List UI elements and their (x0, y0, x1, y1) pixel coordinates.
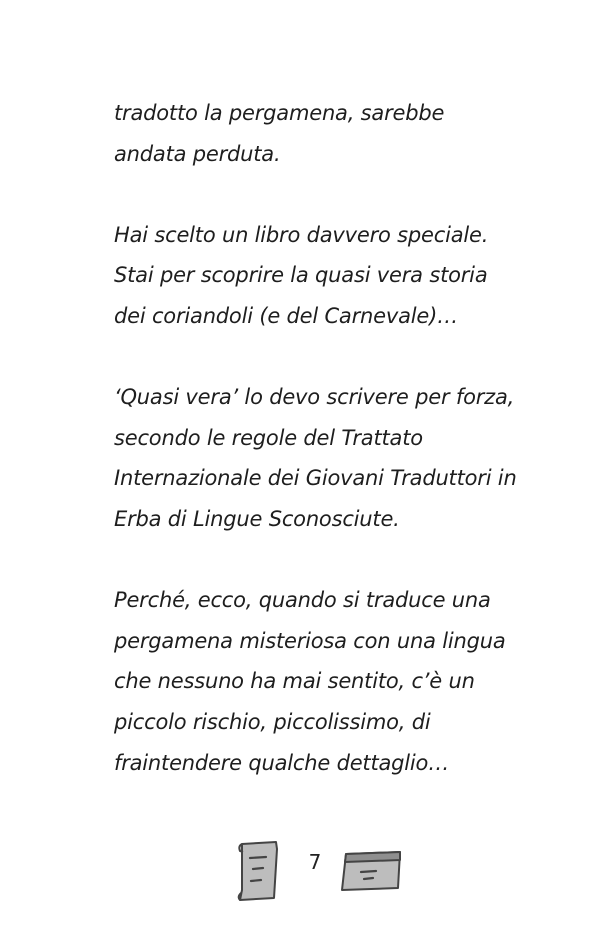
text-line: secondo le regole del Trattato (114, 425, 423, 450)
paragraph (114, 93, 554, 174)
text-line: dei coriandoli (e del Carnevale)… (114, 303, 458, 328)
text-line: Perché, ecco, quando si traduce una (114, 588, 491, 613)
text-line: piccolo rischio, piccolissimo, di (114, 709, 431, 734)
text-line: Stai per scoprire la quasi vera storia (114, 263, 488, 288)
text-line: Internazionale dei Giovani Traduttori in (114, 466, 517, 491)
page-footer (0, 838, 605, 908)
text-line: Erba di Lingue Sconosciute. (114, 506, 400, 531)
paragraph (114, 580, 554, 783)
body-text (114, 93, 554, 783)
text-line: tradotto la pergamena, sarebbe (114, 101, 445, 125)
text-line: pergamena misteriosa con una lingua (114, 628, 506, 653)
paragraph (114, 215, 554, 337)
text-line: fraintendere qualche dettaglio… (114, 750, 450, 775)
paragraph (114, 377, 554, 539)
text-line: andata perduta. (114, 141, 281, 166)
text-line: che nessuno ha mai sentito, c’è un (114, 669, 475, 694)
text-line: Hai scelto un libro davvero speciale. (114, 222, 489, 247)
text-line: ‘Quasi vera’ lo devo scrivere per forza, (114, 385, 515, 410)
page-number: 7 (308, 850, 322, 874)
scroll-icon (340, 848, 404, 896)
scroll-icon (236, 840, 282, 906)
